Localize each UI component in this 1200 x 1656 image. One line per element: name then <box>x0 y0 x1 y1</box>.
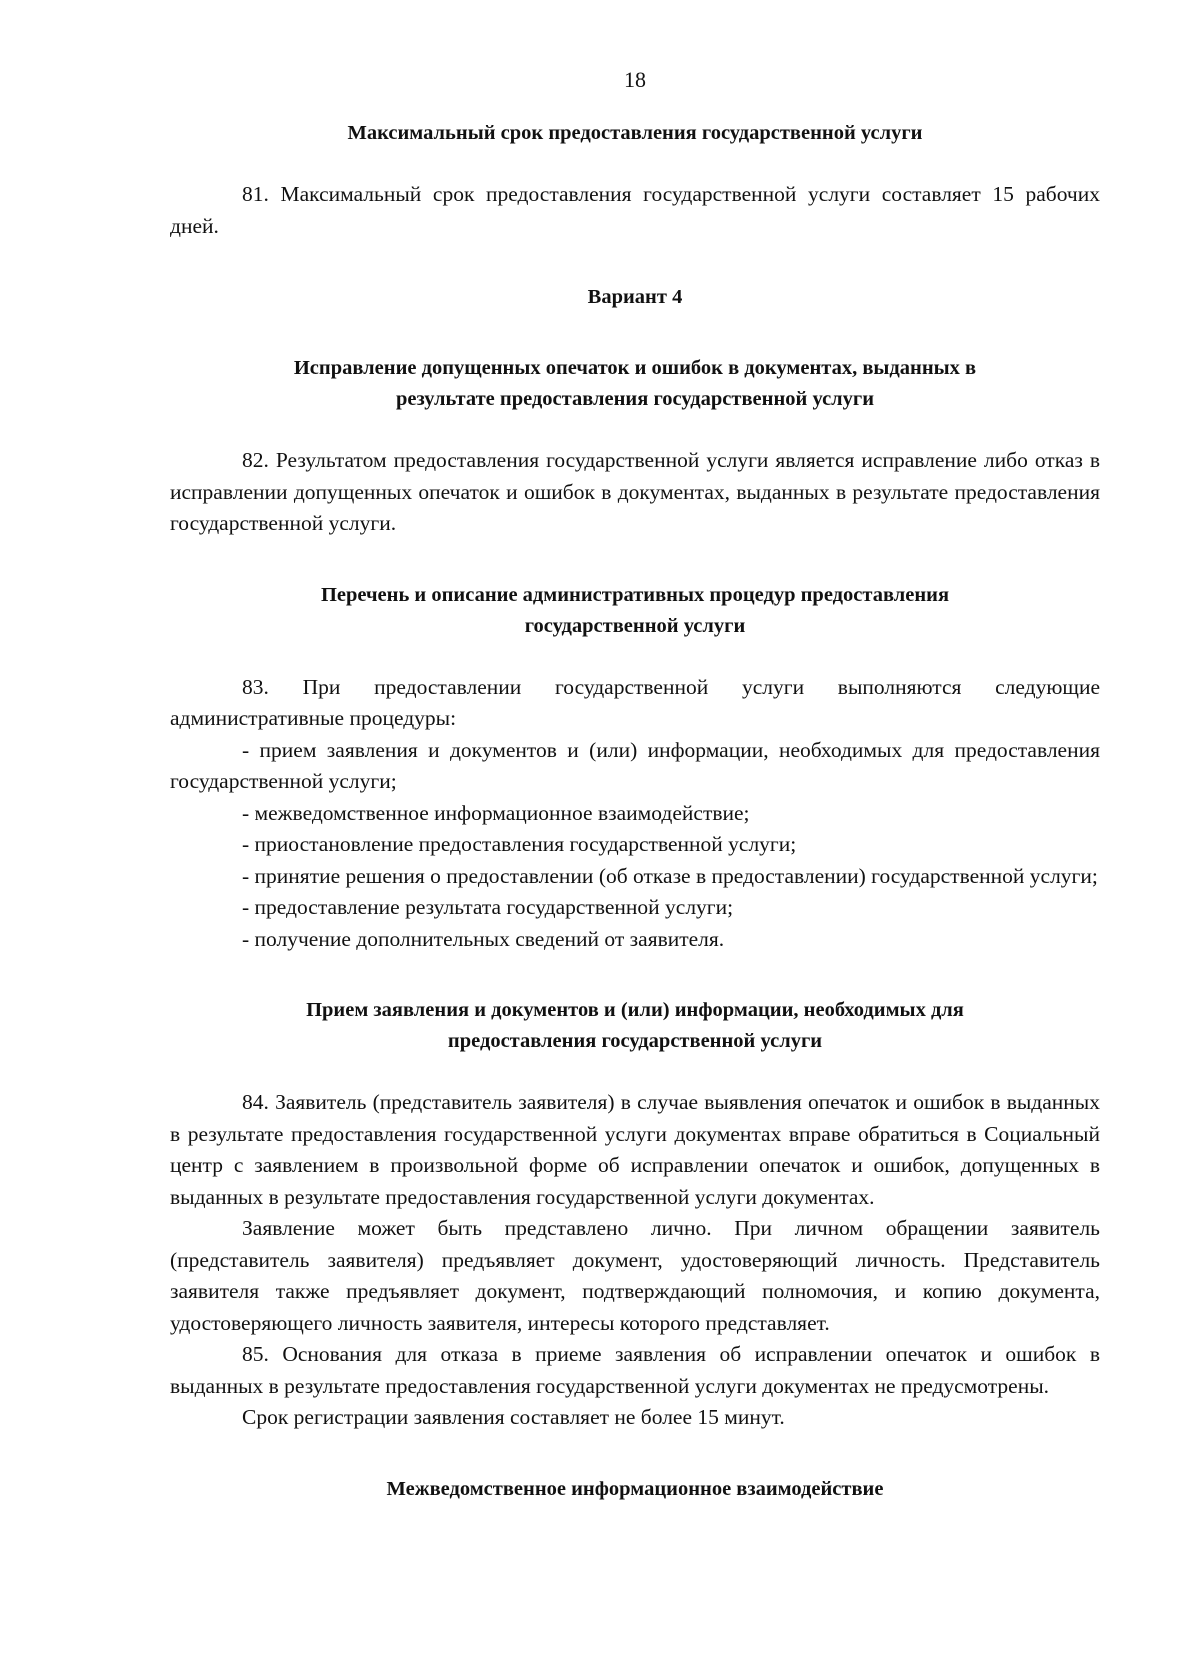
paragraph-81: 81. Максимальный срок предоставления государственной услуги составляет 15 рабочих дней. <box>170 182 1100 238</box>
paragraph-85: 85. Основания для отказа в приеме заявления об исправлении опечаток и ошибок в выданных в результате предоставления государственной услуги документах не предусмотрены. <box>170 1342 1100 1398</box>
paragraph-82: 82. Результатом предоставления государственной услуги является исправление либо отказ в исправлении допущенных опечаток и ошибок в документах, выданных в результате предоставления государственной услуги. <box>170 448 1100 535</box>
procedure-item: - принятие решения о предоставлении (об отказе в предоставлении) государственной услуги; <box>242 863 1098 888</box>
procedure-item: - приостановление предоставления государственной услуги; <box>242 832 797 856</box>
procedure-item: - получение дополнительных сведений от заявителя. <box>242 926 725 951</box>
page-number: 18 <box>624 67 646 92</box>
paragraph-84: 84. Заявитель (представитель заявителя) в случае выявления опечаток и ошибок в выданных в результате предоставления государственной услуги документах вправе обратиться в Социальный центр с заявлением в произвольной форме об исправлении опечаток и ошибок, допущенных в выданных в результате предоставления государственной услуги документах. <box>170 1090 1100 1209</box>
paragraph-83: 83. При предоставлении государственной услуги выполняются следующие административные процедуры: <box>170 674 1100 730</box>
paragraph-85-continued: Срок регистрации заявления составляет не более 15 минут. <box>242 1405 785 1429</box>
document-body <box>170 66 1100 1505</box>
procedure-item: - предоставление результата государственной услуги; <box>242 895 734 919</box>
heading-reception: Прием заявления и документов и (или) информации, необходимых для предоставления государственной услуги <box>306 999 964 1052</box>
heading-procedures: Перечень и описание административных процедур предоставления государственной услуги <box>320 583 950 637</box>
procedure-item: - прием заявления и документов и (или) информации, необходимых для предоставления государственной услуги; <box>170 737 1100 793</box>
heading-variant-subtitle: Исправление допущенных опечаток и ошибок в документах, выданных в результате предоставления государственной услуги <box>293 357 977 410</box>
heading-variant: Вариант 4 <box>587 286 683 308</box>
paragraph-84-continued: Заявление может быть представлено лично. При личном обращении заявитель (представитель заявителя) предъявляет документ, удостоверяющий личность. Представитель заявителя также предъявляет документ, подтверждающий полномочия, и копию документа, удостоверяющего личность заявителя, интересы которого представляет. <box>170 1216 1100 1335</box>
heading-max-term: Максимальный срок предоставления государственной услуги <box>347 122 923 144</box>
procedure-item: - межведомственное информационное взаимодействие; <box>242 800 750 825</box>
heading-interagency: Межведомственное информационное взаимодействие <box>386 1477 884 1500</box>
